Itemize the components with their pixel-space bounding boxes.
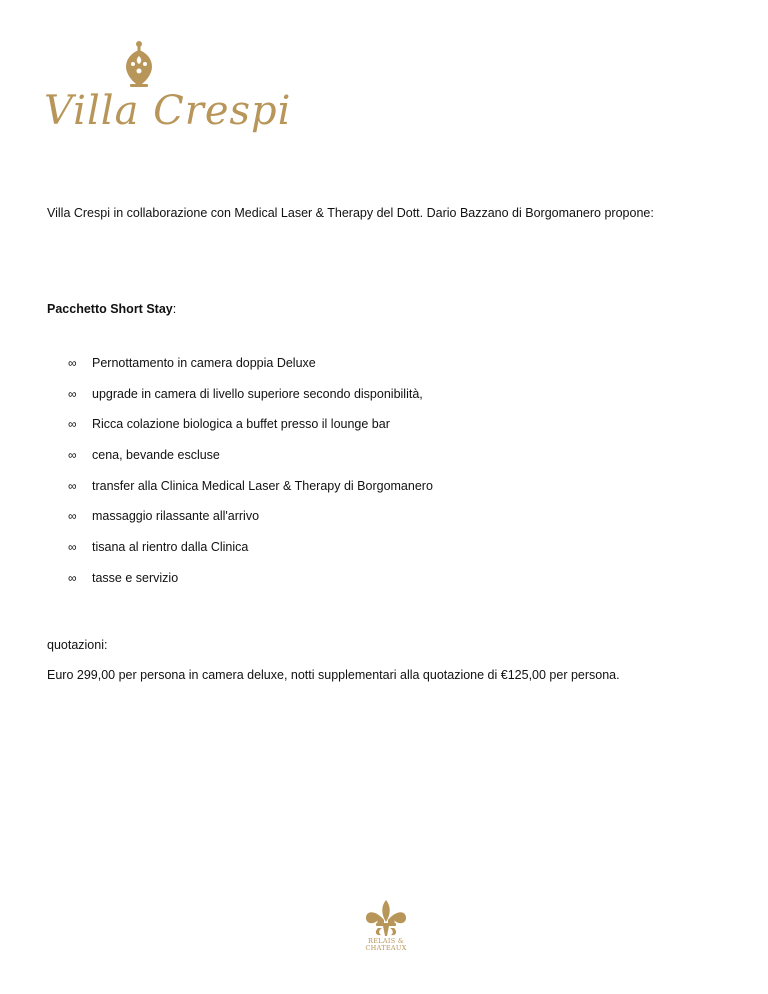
package-title (47, 302, 176, 316)
infinity-bullet-icon: ∞ (68, 540, 77, 555)
footer-line-1: RELAIS & (368, 937, 404, 945)
infinity-bullet-icon: ∞ (68, 478, 77, 493)
infinity-bullet-icon: ∞ (68, 570, 77, 585)
list-item (0, 509, 768, 540)
infinity-bullet-icon: ∞ (68, 509, 77, 524)
package-title-text: Pacchetto Short Stay (47, 302, 173, 316)
list-item (0, 448, 768, 479)
fleur-de-lis-icon (354, 898, 418, 938)
list-item-text: Ricca colazione biologica a buffet presso il lounge bar (92, 417, 390, 432)
list-item (0, 571, 768, 602)
infinity-bullet-icon: ∞ (68, 356, 77, 370)
package-title-suffix: : (172, 302, 177, 316)
infinity-bullet-icon: ∞ (68, 417, 77, 432)
list-item (0, 356, 768, 387)
package-items-list (0, 356, 768, 602)
list-item (0, 417, 768, 448)
list-item-text: tasse e servizio (92, 570, 179, 585)
relais-chateaux-logo (354, 898, 418, 956)
list-item-text: Pernottamento in camera doppia Deluxe (92, 356, 316, 370)
footer-line-2: CHATEAUX (365, 944, 407, 952)
list-item-text: cena, bevande escluse (92, 448, 220, 463)
ornament-emblem-icon (118, 40, 160, 90)
list-item-text: tisana al rientro dalla Clinica (92, 540, 249, 555)
list-item (0, 540, 768, 571)
infinity-bullet-icon: ∞ (68, 386, 77, 401)
villa-crespi-logo (40, 40, 292, 140)
brand-name: Villa Crespi (44, 88, 292, 134)
quotations-label: quotazioni: (47, 638, 108, 652)
footer-brand-text (354, 938, 418, 952)
infinity-bullet-icon: ∞ (68, 448, 77, 463)
list-item (0, 479, 768, 510)
list-item-text: transfer alla Clinica Medical Laser & Therapy di Borgomanero (92, 478, 433, 493)
list-item (0, 387, 768, 418)
intro-text: Villa Crespi in collaborazione con Medical Laser & Therapy del Dott. Dario Bazzano di Borgomanero propone: (47, 206, 654, 220)
list-item-text: upgrade in camera di livello superiore secondo disponibilità, (92, 386, 423, 401)
quotations-text: Euro 299,00 per persona in camera deluxe, notti supplementari alla quotazione di €125,00 per persona. (47, 668, 620, 682)
list-item-text: massaggio rilassante all'arrivo (92, 509, 260, 524)
